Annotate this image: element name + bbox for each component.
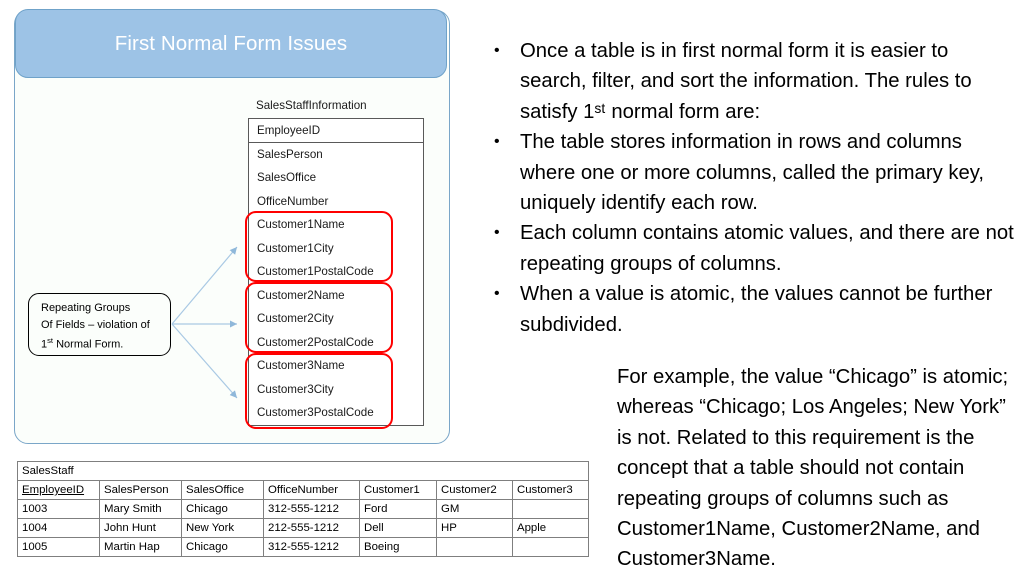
cell-employeeid: 1004 xyxy=(18,519,100,538)
sales-staff-table-wrapper xyxy=(17,461,588,557)
cell-customer2: HP xyxy=(437,519,513,538)
cell-customer3: Apple xyxy=(513,519,589,538)
bullet-item: • When a value is atomic, the values cannot be further subdivided. xyxy=(478,279,1018,340)
cell-officenumber: 312-555-1212 xyxy=(264,538,360,557)
table-name-cell: SalesStaff xyxy=(18,462,589,481)
callout-ordinal-number: 1 xyxy=(41,338,48,351)
column-header-customer3[interactable]: Customer3 xyxy=(513,481,589,500)
cell-customer1: Boeing xyxy=(360,538,437,557)
column-header-customer1[interactable]: Customer1 xyxy=(360,481,437,500)
cell-salesoffice: Chicago xyxy=(182,500,264,519)
entity-field-row: SalesPerson xyxy=(257,147,323,161)
entity-field-row: Customer1PostalCode xyxy=(257,265,374,278)
callout-line-3 xyxy=(41,333,170,353)
cell-customer2: GM xyxy=(437,500,513,519)
entity-field-row: Customer2PostalCode xyxy=(257,335,374,349)
cell-officenumber: 212-555-1212 xyxy=(264,519,360,538)
example-paragraph: For example, the value “Chicago” is atomic; whereas “Chicago; Los Angeles; New York” is not. Related to this requirement is the concept that a table should not contain repeating groups of columns such as Customer1Name, Customer2Name, and Customer3Name. xyxy=(617,366,1009,571)
callout-ordinal-suffix: st xyxy=(47,336,54,345)
bullet-item: • Each column contains atomic values, and there are not repeating groups of columns. xyxy=(478,218,1018,279)
entity-field-row: Customer2City xyxy=(257,312,334,325)
callout-line-2: Of Fields – violation of xyxy=(41,318,150,331)
entity-field-list xyxy=(248,118,424,426)
page-title: First Normal Form Issues xyxy=(114,31,348,55)
entity-field-row: Customer2Name xyxy=(257,288,345,302)
entity-field-row: Customer3City xyxy=(257,382,334,396)
rules-bullet-list xyxy=(478,36,1018,340)
bullet-item: • The table stores information in rows and columns where one or more columns, called the primary key, uniquely identify each row. xyxy=(478,127,1018,218)
repeating-groups-callout xyxy=(28,293,171,356)
entity-field-row: SalesOffice xyxy=(257,171,317,184)
callout-line-3-rest: Normal Form. xyxy=(53,338,124,351)
column-header-label: EmployeeID xyxy=(22,484,85,496)
cell-customer1: Ford xyxy=(360,500,437,519)
table-header-row xyxy=(18,481,589,500)
panel-title-bar xyxy=(15,9,447,78)
entity-table-caption: SalesStaffInformation xyxy=(256,99,367,112)
cell-salesperson: Martin Hap xyxy=(100,538,182,557)
entity-field-row: Customer1City xyxy=(257,241,334,255)
cell-employeeid: 1005 xyxy=(18,538,100,557)
entity-field-row: Customer3PostalCode xyxy=(257,406,374,419)
table-row xyxy=(18,500,589,519)
cell-customer3 xyxy=(513,538,589,557)
entity-field-row: Customer1Name xyxy=(257,218,345,231)
entity-field-row: EmployeeID xyxy=(249,119,423,143)
column-header-salesoffice[interactable]: SalesOffice xyxy=(182,481,264,500)
cell-customer2 xyxy=(437,538,513,557)
cell-salesperson: Mary Smith xyxy=(100,500,182,519)
entity-field-row: OfficeNumber xyxy=(257,194,329,208)
column-header-salesperson[interactable]: SalesPerson xyxy=(100,481,182,500)
cell-customer1: Dell xyxy=(360,519,437,538)
bullet-item: • Once a table is in first normal form it is easier to search, filter, and sort the information. The rules to satisfy 1ˢᵗ normal form are: xyxy=(478,36,1018,127)
cell-salesperson: John Hunt xyxy=(100,519,182,538)
callout-line-1: Repeating Groups xyxy=(41,302,131,314)
column-header-officenumber[interactable]: OfficeNumber xyxy=(264,481,360,500)
entity-field-row: Customer3Name xyxy=(257,359,345,372)
table-row xyxy=(18,519,589,538)
table-title-row xyxy=(18,462,589,481)
cell-officenumber: 312-555-1212 xyxy=(264,500,360,519)
cell-employeeid: 1003 xyxy=(18,500,100,519)
cell-salesoffice: New York xyxy=(182,519,264,538)
column-header-customer2[interactable]: Customer2 xyxy=(437,481,513,500)
cell-salesoffice: Chicago xyxy=(182,538,264,557)
cell-customer3 xyxy=(513,500,589,519)
column-header-employeeid[interactable] xyxy=(18,481,100,500)
sales-staff-table xyxy=(17,461,589,557)
table-row xyxy=(18,538,589,557)
